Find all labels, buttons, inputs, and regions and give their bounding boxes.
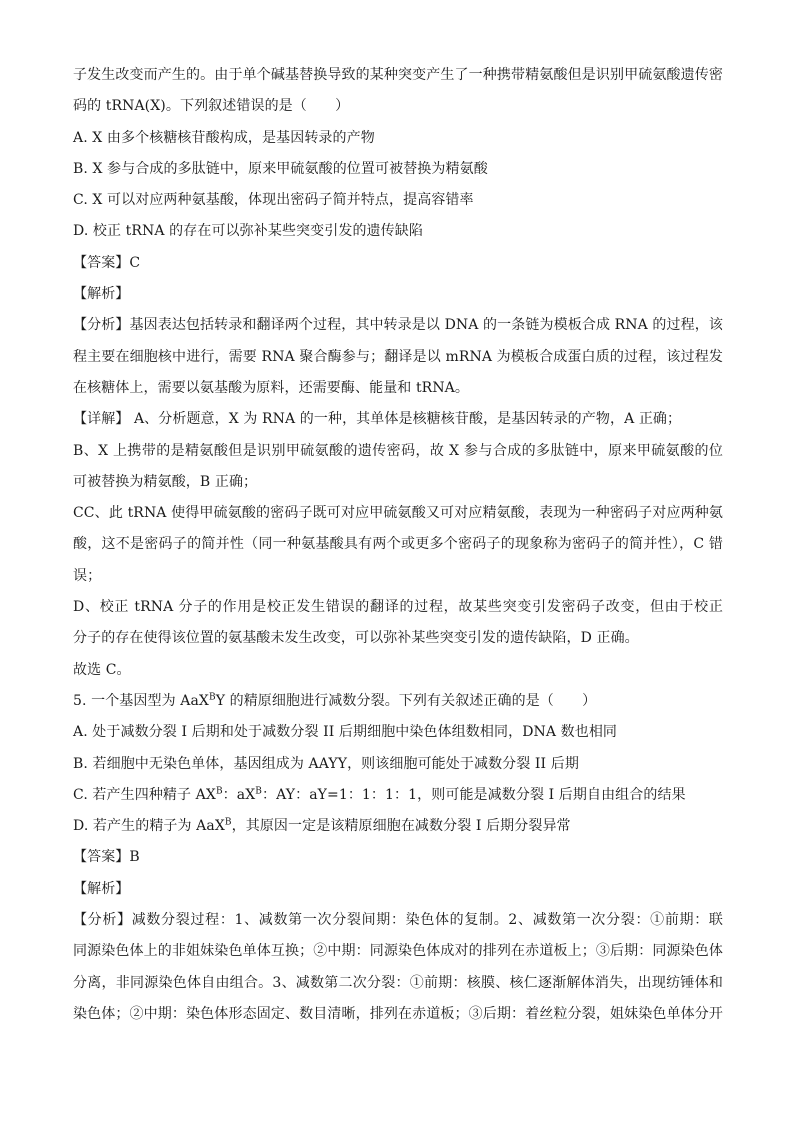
q5-option-c-part-2: ：aX — [222, 786, 256, 803]
q5-option-c — [73, 780, 723, 811]
q5-fenxi-line-4: 染色体；②中期：染色体形态固定、数目清晰，排列在赤道板；③后期：着丝粒分裂，姐妹染色单体分开 — [73, 1005, 723, 1022]
q4-xiangjie-line-8: 分子的存在使得该位置的氨基酸未发生改变，可以弥补某些突变引发的遗传缺陷，D 正确。 — [73, 630, 639, 647]
q5-stem — [73, 686, 723, 717]
q4-xiangjie-line-6: 误； — [73, 567, 102, 584]
q4-xiangjie-line-5: 酸，这不是密码子的简并性（同一种氨基酸具有两个或更多个密码子的现象称为密码子的简并性），C 错 — [73, 536, 723, 553]
q4-answer: 【答案】C — [73, 254, 141, 271]
q5-option-c-part-3: ：AY：aY=1：1：1：1，则可能是减数分裂 I 后期自由组合的结果 — [262, 786, 686, 803]
q4-option-c: C. X 可以对应两种氨基酸，体现出密码子简并特点，提高容错率 — [73, 192, 474, 209]
q5-option-d-part-2: ，其原因一定是该精原细胞在减数分裂 I 后期分裂异常 — [231, 818, 571, 835]
q4-fenxi-line-3: 在核糖体上，需要以氨基酸为原料，还需要酶、能量和 tRNA。 — [73, 379, 469, 396]
q4-xiangjie-line-3: 可被替换为精氨酸，B 正确； — [73, 473, 258, 490]
q5-option-a: A. 处于减数分裂 I 后期和处于减数分裂 II 后期细胞中染色体组数相同，DNA 数也相同 — [73, 724, 618, 741]
q5-option-d — [73, 811, 723, 842]
q5-fenxi-line-2: 同源染色体上的非姐妹染色单体互换；②中期：同源染色体成对的排列在赤道板上；③后期：同源染色体 — [73, 943, 723, 960]
q4-stem-line-1: 子发生改变而产生的。由于单个碱基替换导致的某种突变产生了一种携带精氨酸但是识别甲硫氨酸遗传密 — [73, 67, 723, 83]
q4-xiangjie-line-4: CC、此 tRNA 使得甲硫氨酸的密码子既可对应甲硫氨酸又可对应精氨酸，表现为一种密码子对应两种氨 — [73, 505, 723, 522]
q4-analysis-title: 【解析】 — [73, 286, 130, 303]
q4-fenxi-line-1: 【分析】基因表达包括转录和翻译两个过程，其中转录是以 DNA 的一条链为模板合成 RNA 的过程，该 — [73, 317, 723, 334]
q4-option-a: A. X 由多个核糖核苷酸构成，是基因转录的产物 — [73, 129, 375, 146]
q5-option-c-superscript-2: B — [255, 786, 263, 797]
q5-option-b: B. 若细胞中无染色单体，基因组成为 AAYY，则该细胞可能处于减数分裂 II 后期 — [73, 755, 579, 772]
q5-option-c-superscript-1: B — [215, 786, 223, 797]
q5-stem-prefix: 5. 一个基因型为 AaX — [73, 692, 209, 709]
q4-conclusion: 故选 C。 — [73, 661, 131, 678]
q4-xiangjie-line-7: D、校正 tRNA 分子的作用是校正发生错误的翻译的过程，故某些突变引发密码子改变，但由于校正 — [73, 599, 723, 616]
q5-answer: 【答案】B — [73, 849, 140, 866]
q4-xiangjie-line-2: B、X 上携带的是精氨酸但是识别甲硫氨酸的遗传密码，故 X 参与合成的多肽链中，原来甲硫氨酸的位 — [73, 442, 723, 459]
q5-option-d-superscript: B — [224, 817, 232, 828]
q4-fenxi-line-2: 程主要在细胞核中进行，需要 RNA 聚合酶参与；翻译是以 mRNA 为模板合成蛋白质的过程，该过程发 — [73, 348, 723, 365]
q5-stem-suffix: Y 的精原细胞进行减数分裂。下列有关叙述正确的是（ ） — [215, 692, 597, 709]
q5-option-c-part-1: C. 若产生四种精子 AX — [73, 786, 216, 803]
q4-option-d: D. 校正 tRNA 的存在可以弥补某些突变引发的遗传缺陷 — [73, 223, 423, 240]
q5-stem-superscript: B — [208, 692, 216, 703]
q5-option-d-part-1: D. 若产生的精子为 AaX — [73, 818, 225, 835]
document-page — [73, 60, 723, 1030]
q4-xiangjie-line-1: 【详解】 A、分析题意，X 为 RNA 的一种，其单体是核糖核苷酸，是基因转录的产物，A 正确； — [73, 411, 682, 428]
q5-analysis-title: 【解析】 — [73, 880, 130, 897]
q5-fenxi-line-3: 分离，非同源染色体自由组合。3、减数第二次分裂：①前期：核膜、核仁逐渐解体消失，出现纺锤体和 — [73, 974, 723, 991]
q4-option-b: B. X 参与合成的多肽链中，原来甲硫氨酸的位置可被替换为精氨酸 — [73, 160, 488, 177]
q4-stem-line-2: 码的 tRNA(X)。下列叙述错误的是（ ） — [73, 98, 350, 115]
q5-fenxi-line-1: 【分析】减数分裂过程：1、减数第一次分裂间期：染色体的复制。2、减数第一次分裂：①前期：联 — [73, 912, 723, 929]
